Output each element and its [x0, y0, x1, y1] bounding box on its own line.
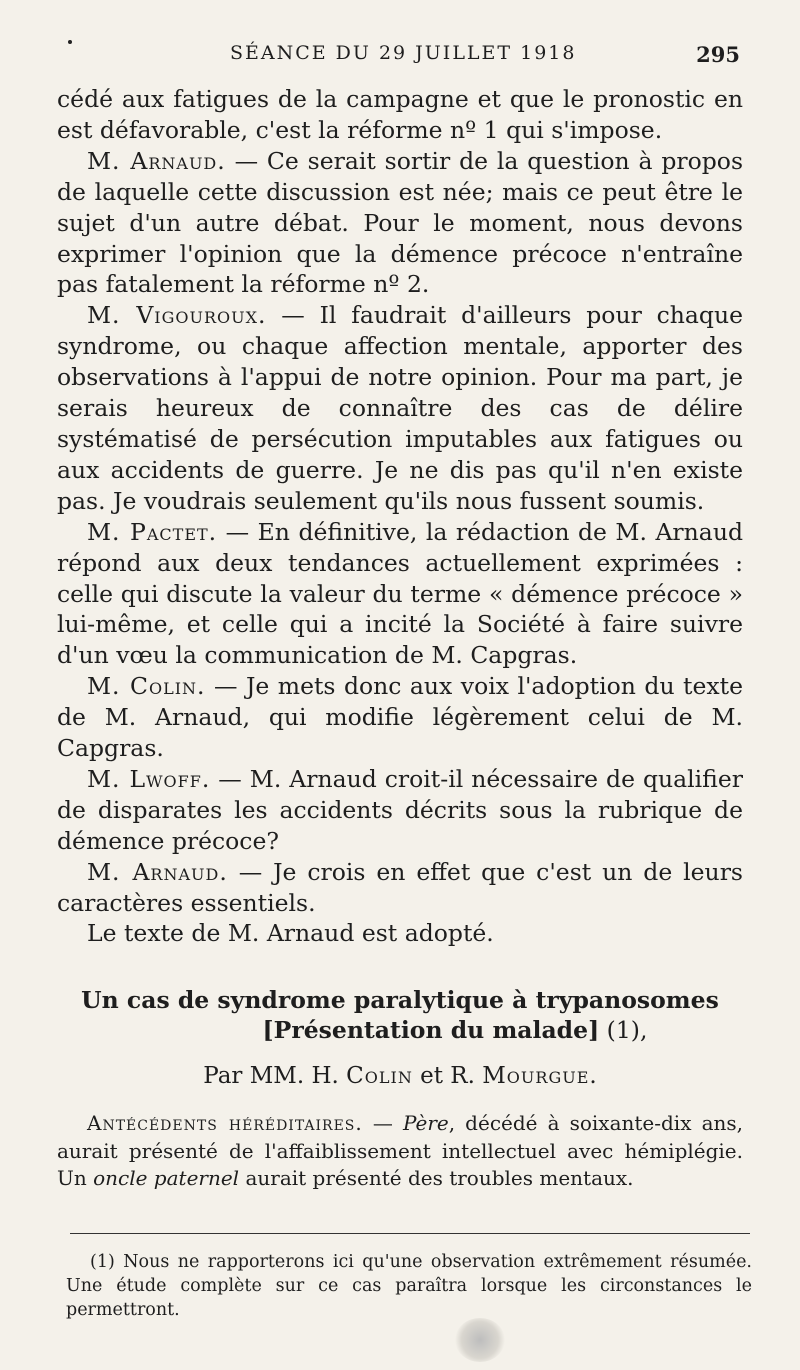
speaker-name: M. Vigouroux. [87, 301, 267, 330]
speaker-name: M. Colin. [87, 672, 206, 701]
paragraph-vigouroux: M. Vigouroux. — Il faudrait d'ailleurs pour chaque syndrome, ou chaque affection mentale, apporter des observations à l'appui de notre opinion. Pour ma part, je serais heureux de connaître des cas de délire systématisé de persécution imputables aux fatigues ou aux accidents de guerre. Je ne dis pas qu'il n'en existe pas. Je voudrais seulement qu'ils nous fussent soumis. [57, 301, 744, 515]
footnote: (1) Nous ne rapporterons ici qu'une observation extrêmement résumée. Une étude complète sur ce cas paraîtra lorsque les circonstances le permettront. [66, 1252, 752, 1320]
article-title: Un cas de syndrome paralytique à trypanosomes [Présentation du malade] (1), [81, 986, 719, 1044]
article-authors: Par MM. H. Colin et R. Mourgue. [203, 1063, 597, 1089]
section-antecedents: Antécédents héréditaires. — Père, décédé à soixante-dix ans, aurait présenté de l'affaiblissement intellectuel avec hémiplégie. Un oncle paternel aurait présenté des troubles mentaux. [57, 1111, 743, 1190]
paragraph-lwoff: M. Lwoff. — M. Arnaud croit-il nécessaire de qualifier de disparates les accidents décrits sous la rubrique de démence précoce? [57, 764, 743, 855]
ink-smudge [455, 1318, 505, 1362]
speaker-name: M. Pactet. [87, 517, 218, 546]
article-heading [57, 985, 743, 1089]
paragraph-continuation: cédé aux fatigues de la campagne et que le pronostic en est défavorable, c'est la réforme nº 1 qui s'impose. [57, 85, 743, 144]
speaker-name: M. Arnaud. [87, 857, 228, 886]
paragraph-adoption: Le texte de M. Arnaud est adopté. [87, 919, 494, 948]
paragraph-pactet: M. Pactet. — En définitive, la rédaction de M. Arnaud répond aux deux tendances actuellement exprimées : celle qui discute la valeur du terme « démence précoce » lui-même, et celle qui a incité la Société à faire suivre d'un vœu la communication de M. Capgras. [57, 517, 743, 670]
paragraph-colin: M. Colin. — Je mets donc aux voix l'adoption du texte de M. Arnaud, qui modifie légèrement celui de M. Capgras. [57, 672, 744, 763]
speaker-name: M. Lwoff. [87, 764, 211, 793]
discussion-text [57, 84, 743, 949]
section-heading: Antécédents héréditaires. [87, 1111, 363, 1135]
footnote-rule [70, 1233, 750, 1234]
paragraph-arnaud-1: M. Arnaud. — Ce serait sortir de la question à propos de laquelle cette discussion est née; mais ce peut être le sujet d'un autre débat. Pour le moment, nous devons exprimer l'opinion que la démence précoce n'entraîne pas fatalement la réforme nº 2. [57, 146, 743, 299]
page-number: 295 [696, 42, 740, 67]
speaker-name: M. Arnaud. [87, 146, 226, 175]
page-header [60, 40, 740, 72]
running-head: SÉANCE DU 29 JUILLET 1918 [230, 42, 577, 64]
paragraph-arnaud-2: M. Arnaud. — Je crois en effet que c'est un de leurs caractères essentiels. [57, 857, 743, 917]
